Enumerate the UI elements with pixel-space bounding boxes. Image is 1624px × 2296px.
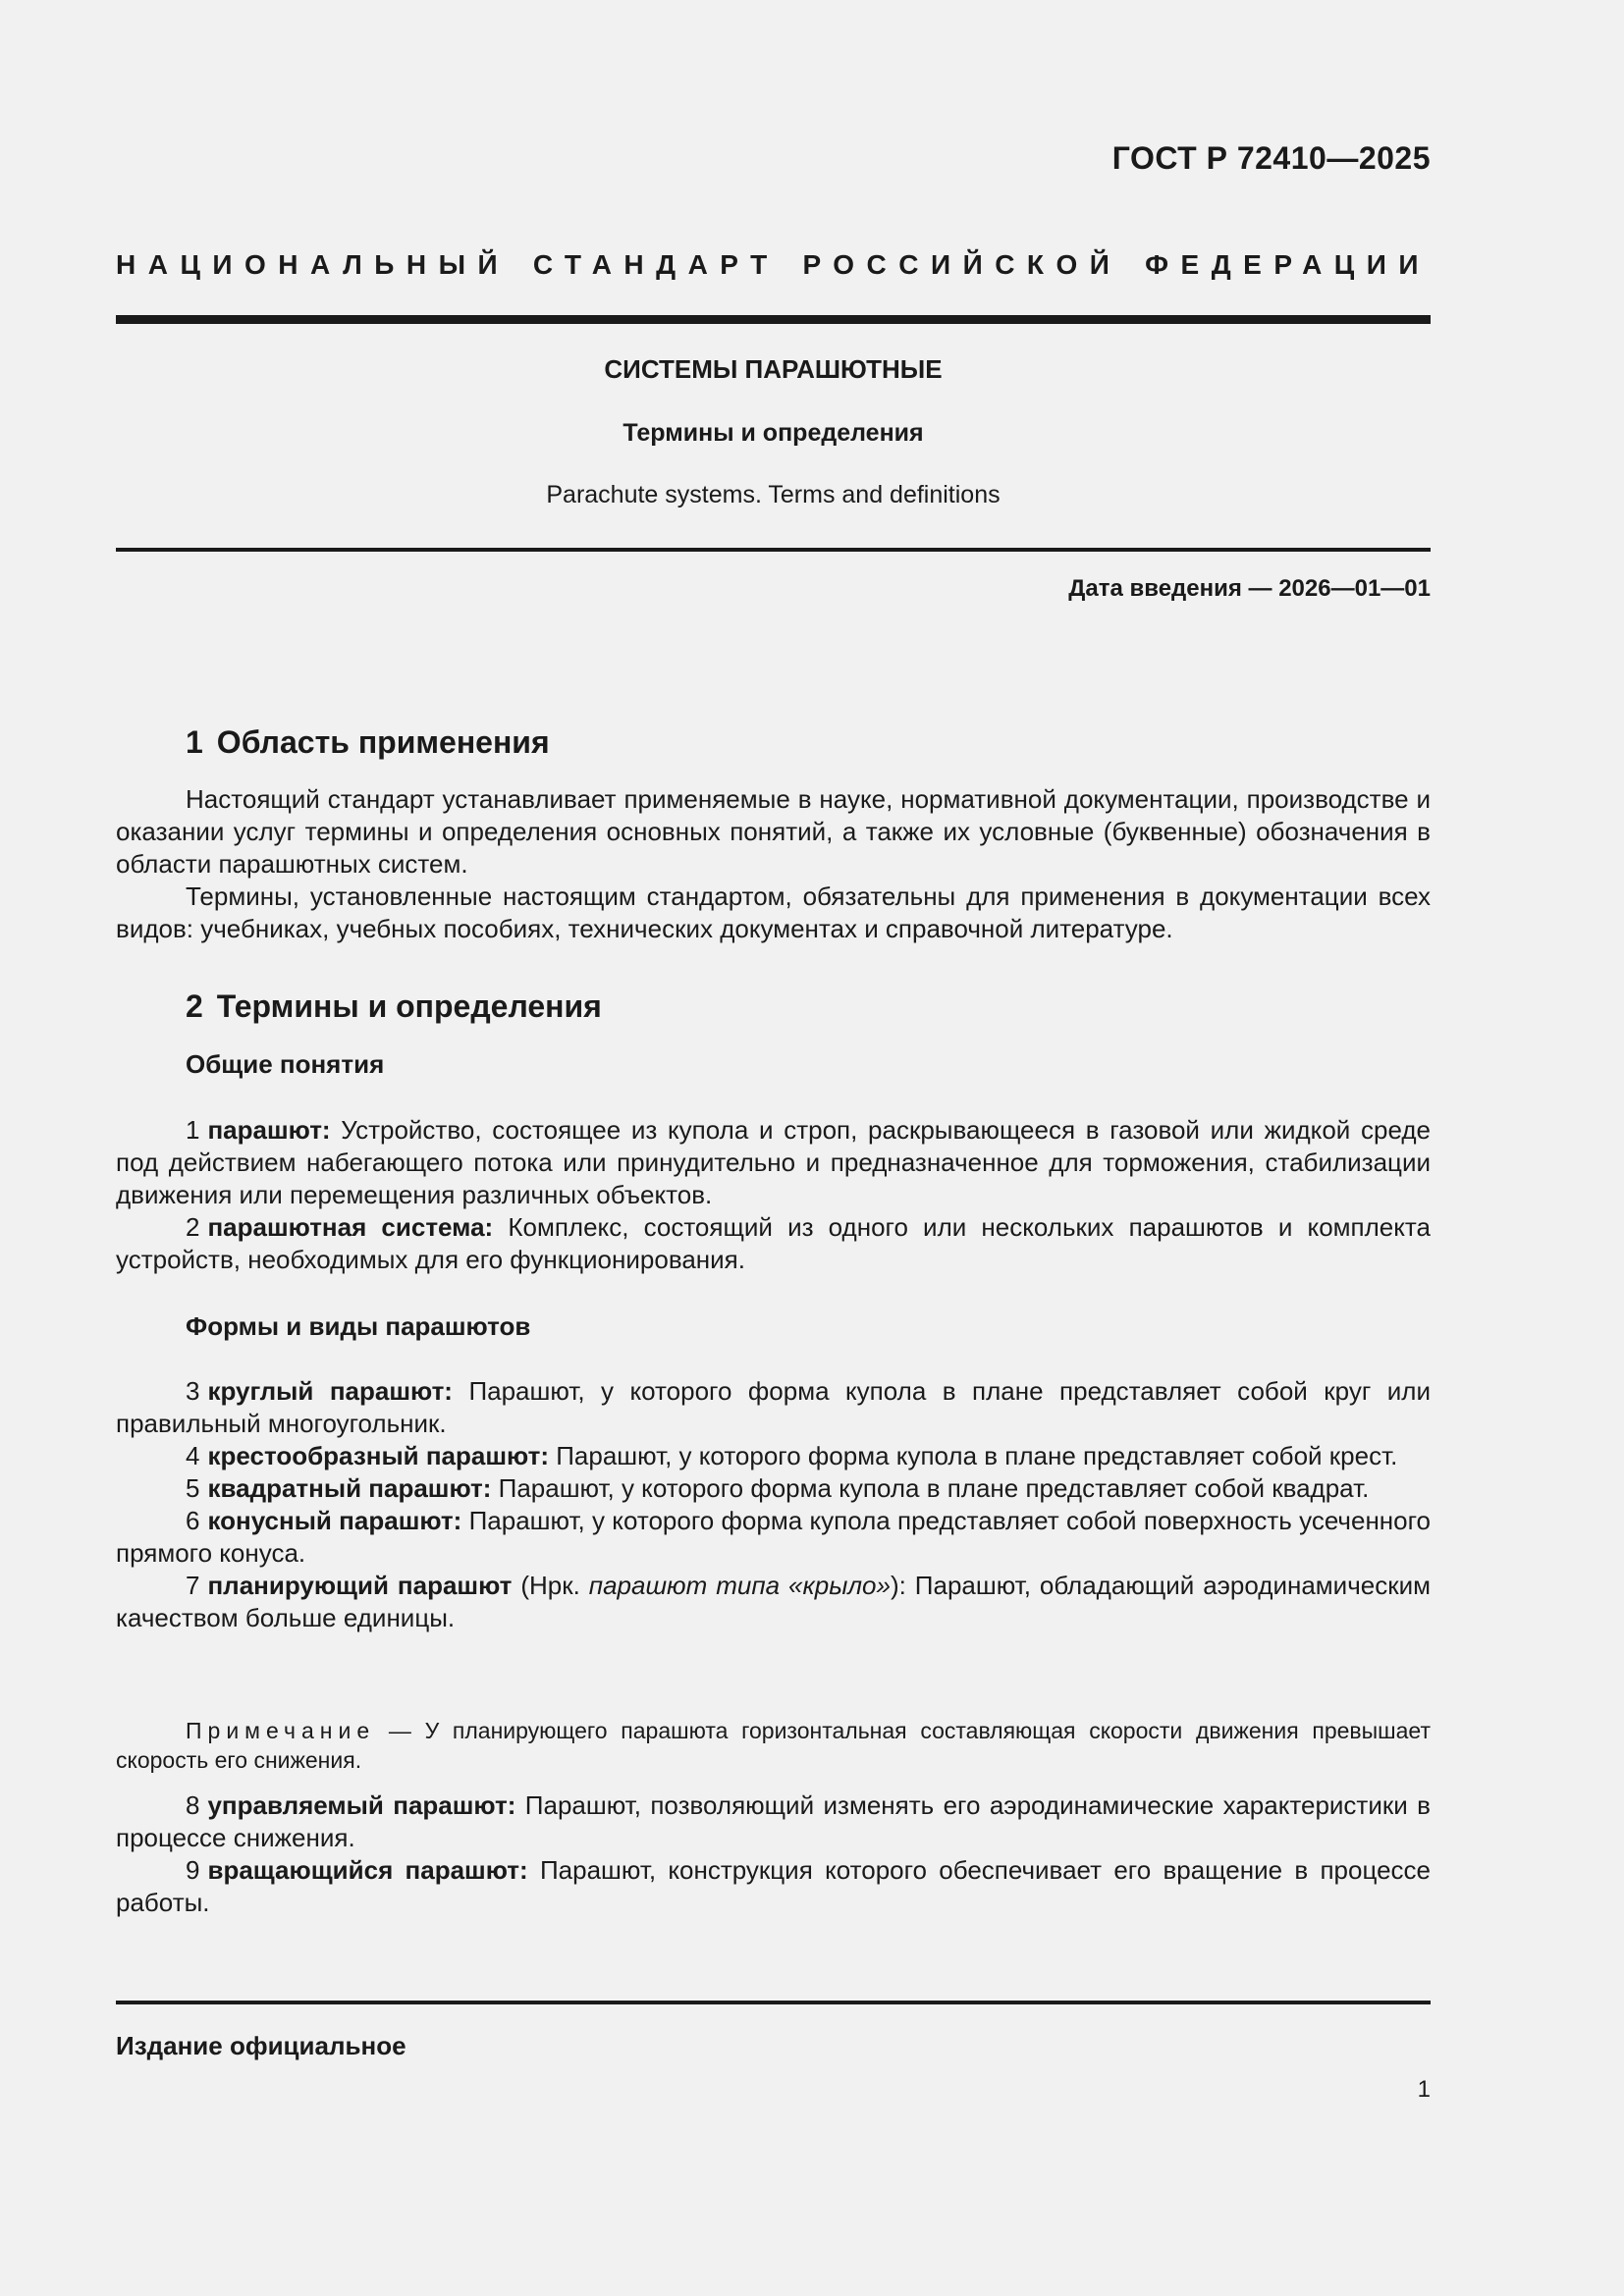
term-definition: ): Парашют, обладающий аэродинамическим качеством больше единицы. (116, 1571, 1431, 1632)
section-number: 2 (186, 988, 203, 1024)
term-definition: Парашют, у которого форма купола представляет собой поверхность усеченного прямого конуса. (116, 1506, 1431, 1568)
note (116, 1716, 1431, 1775)
group-forms-terms (116, 1375, 1431, 1634)
paragraph: Настоящий стандарт устанавливает применяемые в науке, нормативной документации, производстве и оказании услуг термины и определения основных понятий, а также их условные (буквенные) обозначения в области парашютных систем. (116, 784, 1431, 879)
section-1-heading (186, 724, 550, 761)
term-number: 8 (186, 1790, 200, 1820)
term-number: 5 (186, 1473, 200, 1503)
section-1-body (116, 783, 1431, 945)
document-number: ГОСТ Р 72410—2025 (1111, 140, 1431, 176)
term-entry (116, 1114, 1431, 1211)
term-entry (116, 1211, 1431, 1276)
term-name: конусный парашют: (207, 1506, 462, 1535)
term-definition: Комплекс, состоящий из одного или нескольких парашютов и комплекта устройств, необходимых для его функционирования. (116, 1212, 1431, 1274)
term-name: круглый парашют: (207, 1376, 453, 1406)
term-entry (116, 1472, 1431, 1505)
term-entry (116, 1854, 1431, 1919)
term-definition: Парашют, у которого форма купола в плане представляет собой квадрат. (491, 1473, 1370, 1503)
term-number: 9 (186, 1855, 200, 1885)
note-text: — У планирующего парашюта горизонтальная составляющая скорости движения превышает скорость его снижения. (116, 1718, 1431, 1773)
term-number: 3 (186, 1376, 200, 1406)
term-number: 7 (186, 1571, 200, 1600)
group-heading-general: Общие понятия (186, 1049, 385, 1079)
term-definition: Устройство, состоящее из купола и строп, раскрывающееся в газовой или жидкой среде под действием набегающего потока или принудительно и предназначенное для торможения, стабилизации движения или перемещения различных объектов. (116, 1115, 1431, 1209)
term-name: парашютная система: (207, 1212, 494, 1242)
note-label: Примечание (186, 1718, 376, 1743)
footer-rule (116, 2001, 1431, 2004)
standard-subtitle: Термины и определения (623, 419, 924, 447)
term-definition: Парашют, конструкция которого обеспечивает его вращение в процессе работы. (116, 1855, 1431, 1917)
term-number: 6 (186, 1506, 200, 1535)
section-title: Область применения (216, 724, 550, 760)
group-heading-forms: Формы и виды парашютов (186, 1311, 531, 1341)
term-name: крестообразный парашют: (207, 1441, 549, 1470)
term-entry (116, 1440, 1431, 1472)
term-name: планирующий парашют (207, 1571, 513, 1600)
page-number: 1 (1417, 2076, 1431, 2103)
term-name: парашют: (207, 1115, 331, 1145)
term-number: 2 (186, 1212, 200, 1242)
section-2-heading (186, 988, 602, 1025)
term-definition: Парашют, у которого форма купола в плане представляет собой круг или правильный многоугольник. (116, 1376, 1431, 1438)
term-entry (116, 1570, 1431, 1634)
official-edition-label: Издание официальное (116, 2031, 406, 2060)
term-synonym-prefix: (Нрк. (512, 1571, 589, 1600)
section-title: Термины и определения (216, 988, 602, 1024)
national-standard-banner: НАЦИОНАЛЬНЫЙ СТАНДАРТ РОССИЙСКОЙ ФЕДЕРАЦИИ (116, 249, 1431, 280)
group-general-terms (116, 1114, 1431, 1276)
note-paragraph (116, 1716, 1431, 1775)
standard-title: СИСТЕМЫ ПАРАШЮТНЫЕ (604, 354, 943, 384)
introduction-date: Дата введения — 2026—01—01 (1068, 575, 1431, 602)
term-number: 4 (186, 1441, 200, 1470)
title-rule (116, 548, 1431, 552)
section-number: 1 (186, 724, 203, 760)
term-entry (116, 1505, 1431, 1570)
term-synonym: парашют типа «крыло» (588, 1571, 891, 1600)
term-definition: Парашют, позволяющий изменять его аэродинамические характеристики в процессе снижения. (116, 1790, 1431, 1852)
group-forms-terms-continued (116, 1789, 1431, 1919)
term-entry (116, 1375, 1431, 1440)
header-rule-thick (116, 315, 1431, 324)
term-entry (116, 1789, 1431, 1854)
term-definition: Парашют, у которого форма купола в плане представляет собой крест. (548, 1441, 1398, 1470)
term-name: вращающийся парашют: (207, 1855, 528, 1885)
term-name: управляемый парашют: (207, 1790, 516, 1820)
standard-title-english: Parachute systems. Terms and definitions (546, 481, 1001, 508)
term-name: квадратный парашют: (207, 1473, 492, 1503)
term-number: 1 (186, 1115, 200, 1145)
paragraph: Термины, установленные настоящим стандартом, обязательны для применения в документации всех видов: учебниках, учебных пособиях, технических документах и справочной литературе. (116, 881, 1431, 943)
